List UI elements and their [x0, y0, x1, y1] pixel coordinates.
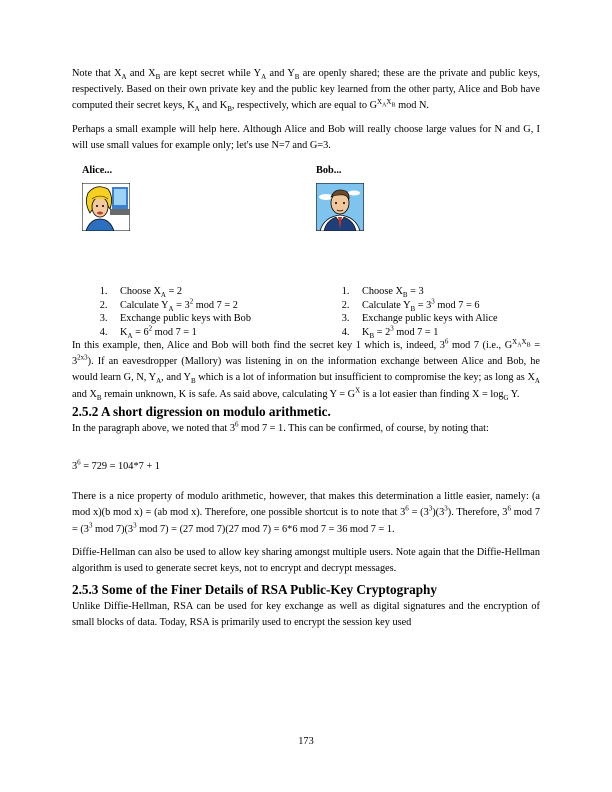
paragraph-rsa-intro: Unlike Diffie-Hellman, RSA can be used for key exchange as well as digital signatures and the encryption of small blocks of data. Today, RSA is primarily used to encrypt the session key used: [72, 601, 540, 629]
page-body: [72, 66, 540, 632]
alice-column: [82, 163, 322, 339]
section-heading-rsa: 2.5.3 Some of the Finer Details of RSA Public-Key Cryptography: [72, 582, 437, 598]
bob-steps: [316, 285, 556, 339]
bob-step: 2. Calculate $Y_B = 3^3$ mod 7 = 6: [352, 299, 556, 313]
bob-step: 4. $K_B = 2^3$ mod 7 = 1: [352, 326, 556, 340]
example-columns: [72, 163, 540, 338]
paragraph-modulo-property: There is a nice property of modulo arithmetic, however, that makes this determination a little easier, namely: (a mod x)(b mod x) = (ab mod x). Therefore, one possible shortcut is to note that $3^6 = (3^3)(3^3)$. Therefore, $3^6$ mod $7 = (3^3$ mod $7)(3^3$ mod 7) = (27 mod 7)(27 mod 7) = 6*6 mod 7 = 36 mod 7 = 1.: [72, 491, 540, 535]
alice-step: 4. $K_A = 6^2$ mod 7 = 1: [110, 326, 322, 340]
paragraph-example-result: In this example, then, Alice and Bob will both find the secret key 1 which is, indeed, $3^6$ mod 7 (i.e., $G^{X_AX_B} = 3^{2x3}$). If an eavesdropper (Mallory) was listening in on the information exchange between Alice and Bob, he would learn G, N, $Y_A$, and $Y_B$ which is a lot of information but insufficient to compromise the key; as long as $X_A$ and $X_B$ remain unknown, K is safe. As said above, calculating $Y = G^X$ is a lot easier than finding $X = \log_G Y$.: [72, 337, 540, 402]
alice-step: 2. Calculate $Y_A = 3^2$ mod 7 = 2: [110, 299, 322, 313]
paragraph-multi-user: Diffie-Hellman can also be used to allow key sharing amongst multiple users. Note again that the Diffie-Hellman algorithm is used to generate secret keys, not to encrypt and decrypt messages.: [72, 546, 540, 575]
alice-step: 1. Choose $X_A = 2$: [110, 285, 322, 299]
formula-line: $3^6 = 729 = 104*7 + 1$: [72, 458, 160, 473]
alice-label: Alice...: [82, 165, 113, 177]
alice-portrait-icon: [82, 183, 130, 231]
paragraph-small-example: Perhaps a small example will help here. Although Alice and Bob will really choose large values for N and G, I will use small values for example only; let's use N=7 and G=3.: [72, 123, 540, 151]
bob-column: [316, 163, 556, 339]
paragraph-modulo-intro: In the paragraph above, we noted that $3^6$ mod 7 = 1. This can be confirmed, of course, by noting that:: [72, 420, 489, 434]
alice-step: 3. Exchange public keys with Bob: [110, 312, 322, 326]
paragraph-key-secrecy: Note that $X_A$ and $X_B$ are kept secret while $Y_A$ and $Y_B$ are openly shared; these are the private and public keys, respectively. Based on their own private key and the public key learned from the other party, Alice and Bob have computed their secret keys, $K_A$ and $K_B$, respectively, which are equal to $G^{X_AX_B}$ mod N.: [72, 68, 540, 114]
bob-step: 1. Choose $X_B = 3$: [352, 285, 556, 299]
bob-portrait-icon: [316, 183, 364, 231]
alice-steps: [82, 285, 322, 339]
bob-step: 3. Exchange public keys with Alice: [352, 312, 556, 326]
section-heading-modulo: 2.5.2 A short digression on modulo arithmetic.: [72, 403, 331, 419]
bob-label: Bob...: [316, 165, 342, 177]
page-number: 173: [298, 736, 314, 747]
